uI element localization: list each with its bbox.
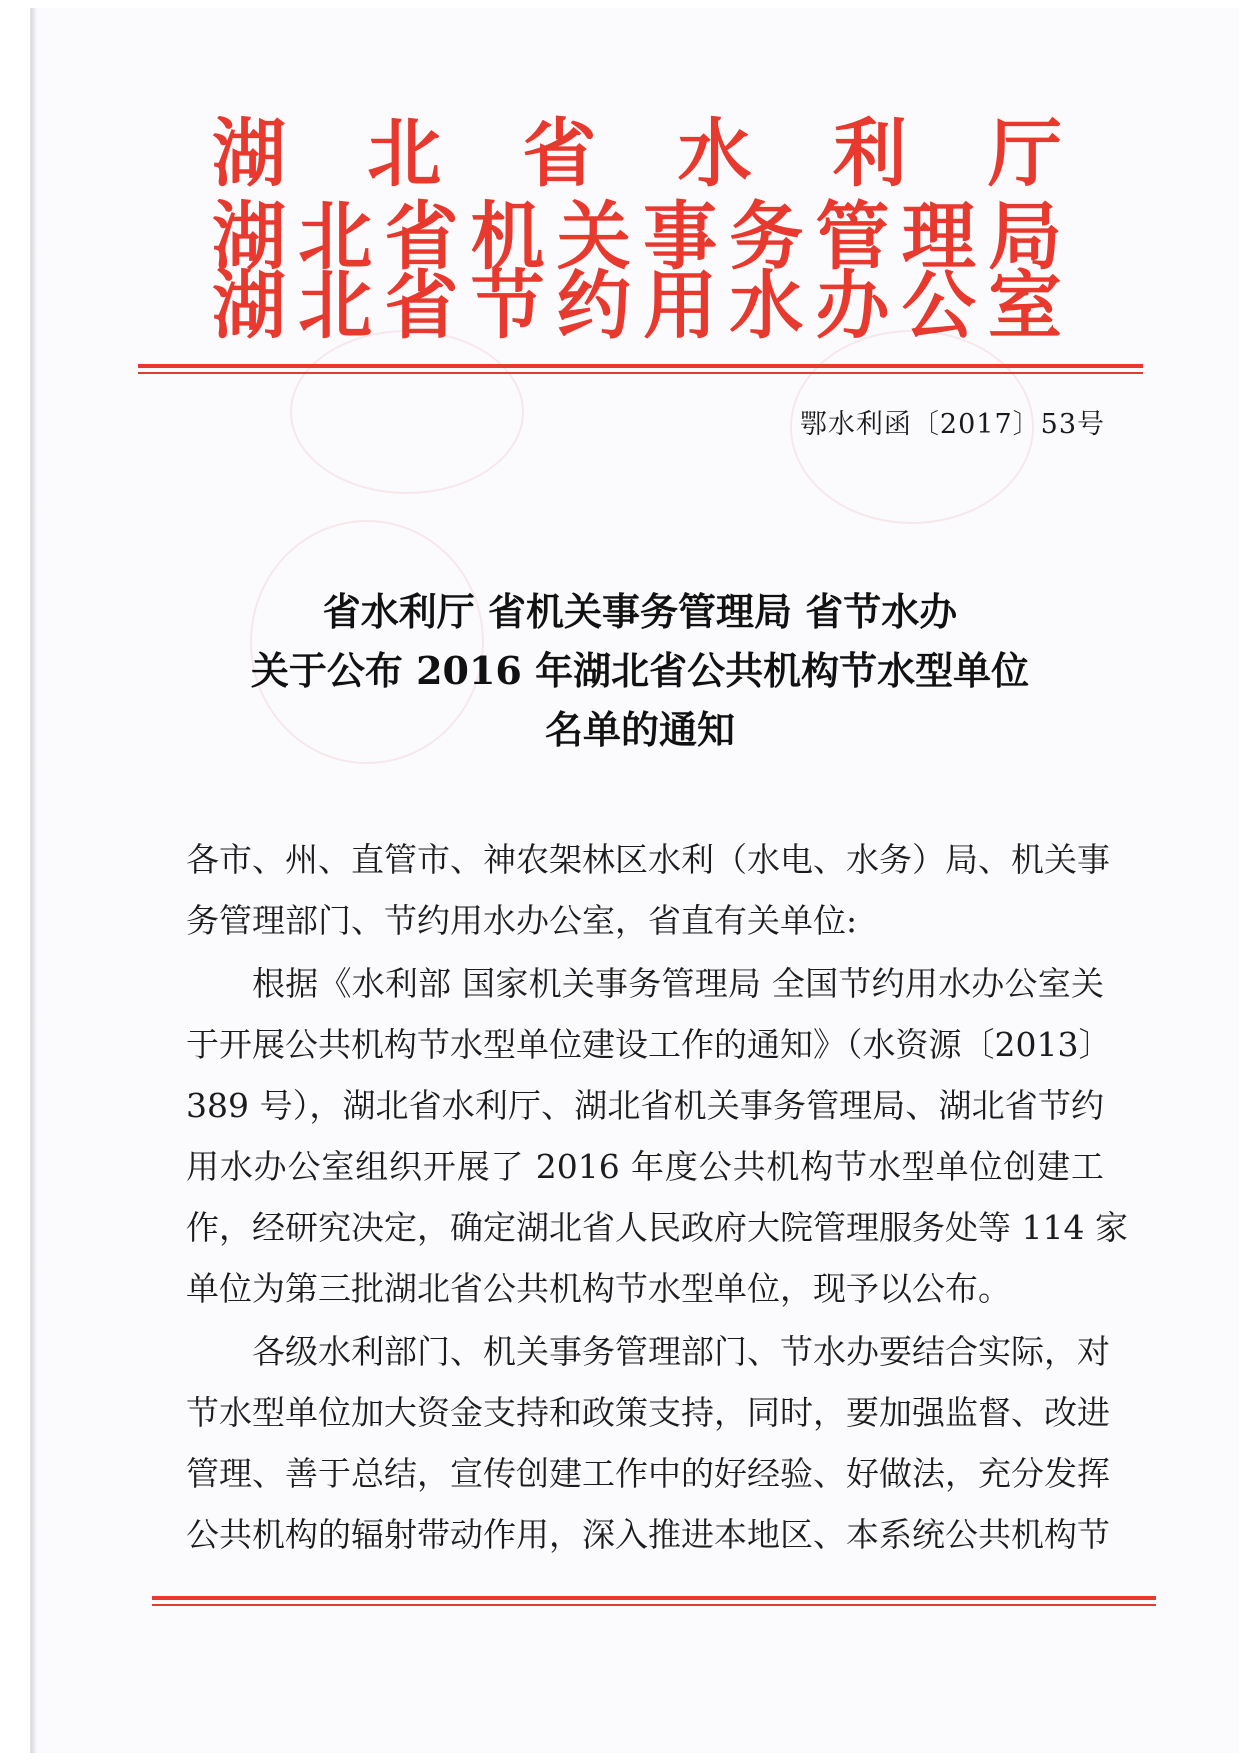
letterhead-char: 省	[384, 194, 459, 280]
letterhead-char: 事	[643, 194, 718, 280]
letterhead-char: 办	[815, 263, 890, 349]
paragraph-1-line-1: 根据《水利部 国家机关事务管理局 全国节约用水办公室关	[252, 964, 1104, 1003]
letterhead-char: 理	[901, 194, 976, 280]
letterhead-char: 利	[832, 111, 907, 197]
seal-showthrough-left	[290, 330, 524, 494]
letterhead-char: 用	[643, 263, 718, 349]
letterhead-char: 北	[298, 194, 373, 280]
letterhead-char: 节	[470, 263, 545, 349]
letterhead-char: 省	[384, 263, 459, 349]
letterhead-char: 关	[556, 194, 631, 280]
document-title-line-2: 关于公布 2016 年湖北省公共机构节水型单位	[250, 648, 1030, 693]
paragraph-1-line-4: 用水办公室组织开展了 2016 年度公共机构节水型单位创建工	[186, 1147, 1104, 1186]
letterhead-char: 室	[987, 263, 1062, 349]
letterhead-char: 湖	[212, 111, 286, 197]
letterhead-line-3	[212, 263, 1062, 349]
letterhead-line-1	[212, 111, 1062, 197]
document-title-line-1: 省水利厅 省机关事务管理局 省节水办	[322, 589, 958, 634]
paragraph-1-line-3: 389 号），湖北省水利厅、湖北省机关事务管理局、湖北省节约	[186, 1086, 1104, 1125]
paragraph-2-line-3: 管理、善于总结，宣传创建工作中的好经验、好做法，充分发挥	[186, 1454, 1110, 1493]
addressee-line-1: 各市、州、直管市、神农架林区水利（水电、水务）局、机关事	[186, 840, 1110, 879]
document-title-line-3: 名单的通知	[544, 707, 735, 752]
paragraph-1-line-2: 于开展公共机构节水型单位建设工作的通知》（水资源〔2013〕	[186, 1025, 1112, 1064]
letterhead-char: 务	[729, 194, 804, 280]
paragraph-2-line-1: 各级水利部门、机关事务管理部门、节水办要结合实际，对	[252, 1332, 1110, 1371]
letterhead-char: 湖	[212, 194, 286, 280]
letterhead-char: 局	[987, 194, 1062, 280]
letterhead-red-rule	[138, 364, 1143, 368]
letterhead-char: 管	[815, 194, 890, 280]
letterhead-char: 北	[367, 111, 442, 197]
letterhead-char: 省	[522, 111, 597, 197]
footer-red-rule	[152, 1596, 1156, 1600]
paragraph-2-line-2: 节水型单位加大资金支持和政策支持，同时，要加强监督、改进	[186, 1393, 1110, 1432]
paragraph-1-line-6: 单位为第三批湖北省公共机构节水型单位，现予以公布。	[186, 1269, 1011, 1308]
letterhead-char: 机	[470, 194, 545, 280]
letterhead-char: 北	[298, 263, 373, 349]
document-number: 鄂水利函〔2017〕53号	[799, 409, 1105, 440]
letterhead-char: 公	[901, 263, 976, 349]
paragraph-1-line-5: 作，经研究决定，确定湖北省人民政府大院管理服务处等 114 家	[186, 1208, 1128, 1247]
letterhead-char: 水	[729, 263, 804, 349]
letterhead-char: 水	[677, 111, 752, 197]
letterhead-char: 厅	[987, 111, 1062, 197]
paragraph-2-line-4: 公共机构的辐射带动作用，深入推进本地区、本系统公共机构节	[186, 1515, 1110, 1554]
addressee-line-2: 务管理部门、节约用水办公室，省直有关单位:	[186, 901, 858, 940]
letterhead-char: 湖	[212, 263, 286, 349]
letterhead-char: 约	[556, 263, 631, 349]
